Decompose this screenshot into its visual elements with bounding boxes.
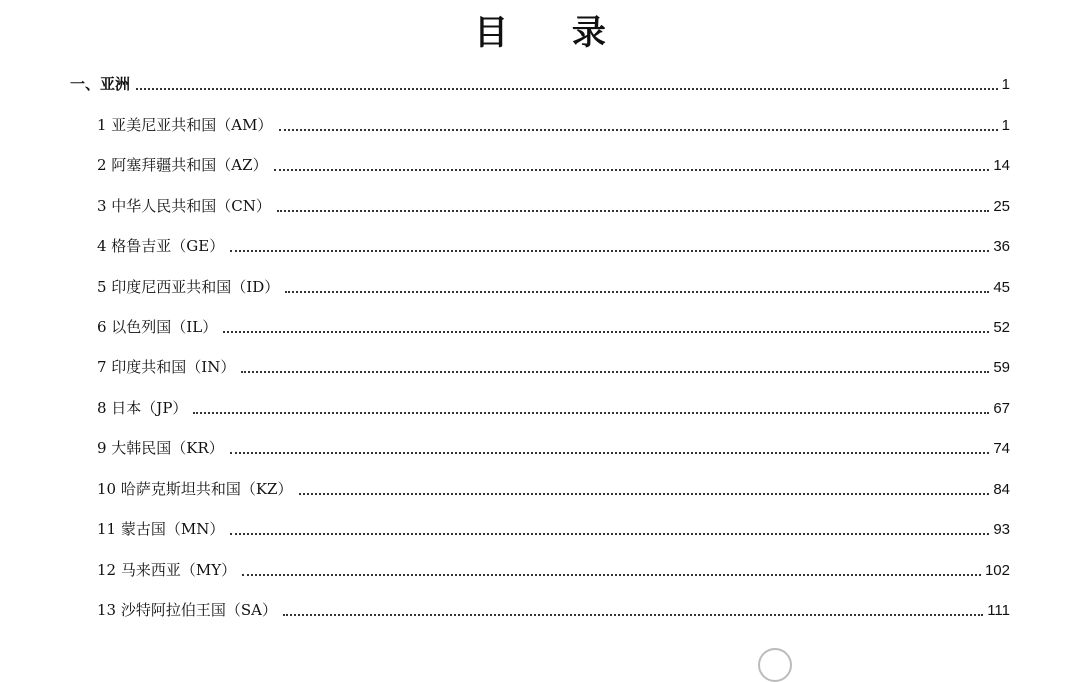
toc-entry-label: 1 亚美尼亚共和国（AM） [97, 116, 273, 134]
toc-page-number: 52 [993, 319, 1010, 336]
toc-entry[interactable] [97, 517, 1010, 541]
toc-entry[interactable] [97, 194, 1010, 218]
toc-entry-label: 7 印度共和国（IN） [97, 358, 236, 376]
toc-page-number: 59 [993, 359, 1010, 376]
toc-entry[interactable] [97, 355, 1010, 379]
toc-entry-label: 4 格鲁吉亚（GE） [97, 237, 225, 255]
toc-page-number: 36 [993, 238, 1010, 255]
toc-page-number: 74 [993, 440, 1010, 457]
dot-leader [230, 533, 989, 535]
toc-section-label: 一、亚洲 [70, 75, 131, 93]
dot-leader [230, 452, 990, 454]
toc-page-number: 67 [993, 400, 1010, 417]
dot-leader [285, 291, 989, 293]
toc-entry-label: 6 以色列国（IL） [97, 318, 218, 336]
dot-leader [193, 412, 989, 414]
toc-entry-label: 9 大韩民国（KR） [97, 439, 224, 457]
toc-entry[interactable] [97, 275, 1010, 299]
toc-page-number: 14 [993, 157, 1010, 174]
dot-leader [230, 250, 989, 252]
dot-leader [241, 371, 989, 373]
toc-entry-label: 8 日本（JP） [97, 399, 188, 417]
toc-page-number: 45 [993, 279, 1010, 296]
dot-leader [136, 88, 998, 90]
toc-section-asia[interactable] [70, 72, 1010, 96]
toc-entry-label: 11 蒙古国（MN） [97, 520, 225, 538]
toc-page-number: 84 [993, 481, 1010, 498]
toc-page-number: 111 [987, 602, 1010, 619]
toc-entry-label: 5 印度尼西亚共和国（ID） [97, 278, 280, 296]
toc-entry-label: 2 阿塞拜疆共和国（AZ） [97, 156, 268, 174]
dot-leader [242, 574, 981, 576]
dot-leader [223, 331, 989, 333]
toc-entry[interactable] [97, 436, 1010, 460]
toc-entry[interactable] [97, 153, 1010, 177]
dot-leader [279, 129, 998, 131]
dot-leader [299, 493, 990, 495]
page-title: 目 录 [474, 13, 632, 53]
toc-page-number: 93 [993, 521, 1010, 538]
toc-entry[interactable] [97, 598, 1010, 622]
toc-entry[interactable] [97, 113, 1010, 137]
toc-entry-label: 12 马来西亚（MY） [97, 561, 237, 579]
toc-entry[interactable] [97, 396, 1010, 420]
toc-page-number: 25 [993, 198, 1010, 215]
toc-page-number: 1 [1001, 117, 1010, 134]
toc-entry[interactable] [97, 558, 1010, 582]
toc-entry-label: 3 中华人民共和国（CN） [97, 197, 271, 215]
toc-page-number: 102 [984, 562, 1010, 579]
toc-page-number: 1 [1001, 76, 1010, 93]
dot-leader [277, 210, 989, 212]
dot-leader [283, 614, 983, 616]
toc-entry[interactable] [97, 234, 1010, 258]
circle-mark-icon [758, 648, 792, 682]
dot-leader [274, 169, 990, 171]
toc-entry[interactable] [97, 477, 1010, 501]
toc-entry[interactable] [97, 315, 1010, 339]
toc-entry-label: 13 沙特阿拉伯王国（SA） [97, 601, 277, 619]
toc-entry-label: 10 哈萨克斯坦共和国（KZ） [97, 480, 293, 498]
